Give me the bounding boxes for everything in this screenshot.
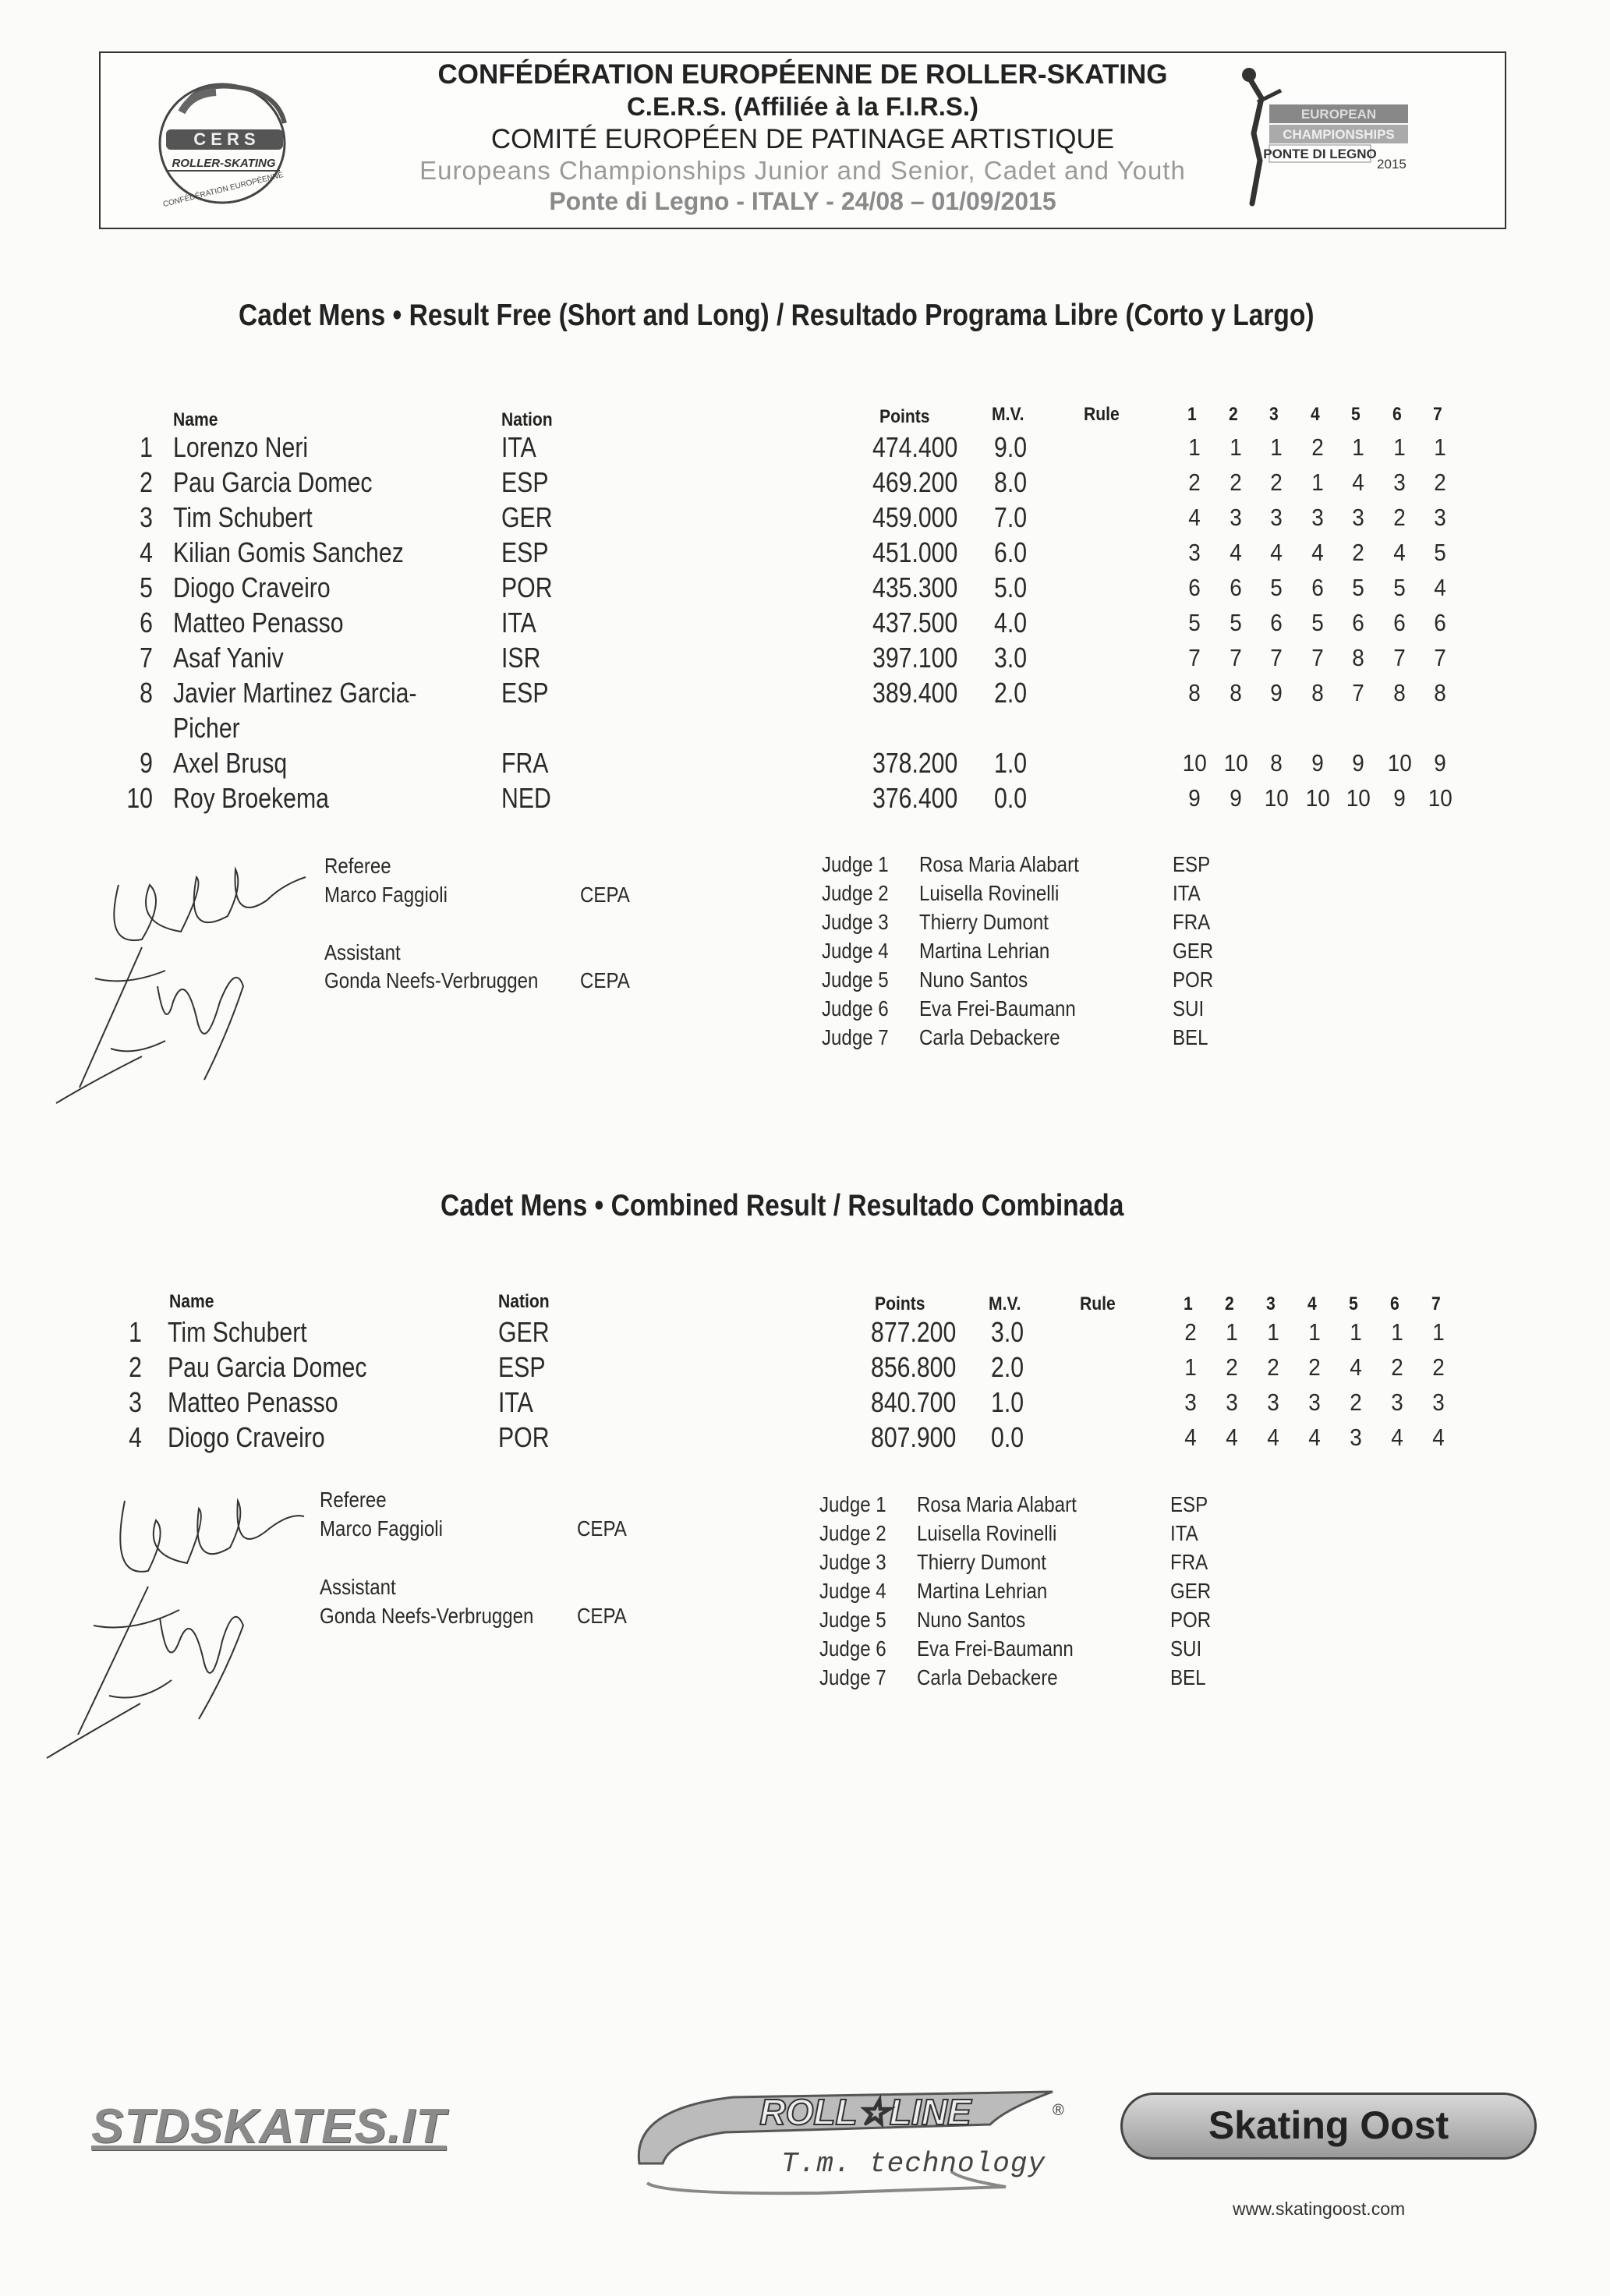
combined-referee-label: Referee — [320, 1488, 387, 1512]
mv-cell: 5.0 — [994, 571, 1028, 603]
judge-placement-cell: 6 — [1434, 609, 1446, 636]
points-cell: 435.300 — [872, 571, 958, 603]
judge-placement-cell: 5 — [1392, 574, 1406, 601]
nation-cell: ITA — [498, 1386, 533, 1418]
free-referee-label: Referee — [324, 854, 391, 878]
judge-placement-cell: 2 — [1308, 1353, 1321, 1381]
judge-placement-cell: 7 — [1229, 644, 1242, 671]
svg-text:2015: 2015 — [1377, 157, 1407, 172]
event-name: Europeans Championships Junior and Senior, Cadet and Youth — [419, 156, 1186, 185]
points-cell: 378.200 — [872, 747, 958, 779]
judge-placement-cell: 8 — [1392, 679, 1406, 706]
nation-cell: NED — [501, 782, 551, 814]
mv-cell: 0.0 — [991, 1421, 1024, 1453]
judge-name: Martina Lehrian — [919, 939, 1050, 963]
judge-placement-cell: 10 — [1346, 784, 1371, 812]
sponsor-skatingoost-logo: Skating Oost — [1120, 2093, 1537, 2160]
judge-placement-cell: 2 — [1184, 1318, 1197, 1346]
judge-placement-cell: 4 — [1391, 1424, 1403, 1451]
combined-signatures — [31, 1485, 327, 1766]
free-assistant-label: Assistant — [324, 940, 401, 964]
judge-placement-cell: 9 — [1270, 679, 1283, 706]
judge-placement-cell: 8 — [1434, 679, 1446, 706]
col-header-rule: Rule — [1084, 404, 1120, 425]
judge-placement-cell: 3 — [1352, 504, 1364, 531]
judge-placement-cell: 9 — [1311, 749, 1324, 777]
judge-column-header: 4 — [1307, 1293, 1317, 1314]
judge-placement-cell: 7 — [1311, 644, 1324, 671]
judge-nation: ESP — [1170, 1492, 1208, 1516]
skater-name: Asaf Yaniv — [173, 642, 284, 674]
free-assistant-name: Gonda Neefs-Verbruggen — [324, 968, 539, 992]
sponsor-skatingoost-url: www.skatingoost.com — [1233, 2199, 1406, 2219]
federation-abbrev: C.E.R.S. (Affiliée à la F.I.R.S.) — [626, 92, 979, 121]
combined-col-header-name: Name — [169, 1291, 214, 1312]
judge-column-header: 2 — [1228, 404, 1238, 425]
judge-placement-cell: 6 — [1352, 609, 1364, 636]
judge-placement-cell: 1 — [1311, 469, 1324, 496]
svg-text:C E R S: C E R S — [193, 129, 256, 149]
judge-placement-cell: 7 — [1270, 644, 1283, 671]
points-cell: 389.400 — [872, 677, 958, 709]
points-cell: 856.800 — [871, 1351, 957, 1383]
points-cell: 877.200 — [871, 1316, 957, 1348]
judge-placement-cell: 9 — [1188, 784, 1201, 812]
judge-column-header: 6 — [1390, 1293, 1399, 1314]
judge-placement-cell: 2 — [1188, 469, 1201, 496]
judge-placement-cell: 6 — [1229, 574, 1242, 601]
mv-cell: 3.0 — [991, 1316, 1024, 1348]
judge-placement-cell: 3 — [1229, 504, 1242, 531]
mv-cell: 4.0 — [994, 607, 1028, 639]
judge-placement-cell: 8 — [1270, 749, 1283, 777]
judge-placement-cell: 3 — [1308, 1389, 1321, 1416]
judge-placement-cell: 4 — [1392, 539, 1406, 566]
nation-cell: FRA — [501, 747, 549, 779]
judge-column-header: 4 — [1310, 404, 1320, 425]
judge-nation: SUI — [1170, 1636, 1202, 1661]
judge-nation: SUI — [1173, 996, 1205, 1021]
judge-placement-cell: 4 — [1350, 1353, 1362, 1381]
judge-placement-cell: 4 — [1308, 1424, 1321, 1451]
nation-cell: POR — [501, 571, 553, 603]
judge-label: Judge 7 — [819, 1665, 886, 1689]
points-cell: 437.500 — [872, 607, 958, 639]
judge-nation: GER — [1170, 1579, 1212, 1603]
judge-nation: ESP — [1173, 852, 1211, 876]
judge-column-header: 6 — [1392, 404, 1402, 425]
judge-placement-cell: 1 — [1229, 433, 1242, 461]
free-section-title: Cadet Mens • Result Free (Short and Long) / Resultado Programa Libre (Corto y Largo) — [239, 299, 1315, 332]
rolline-wordmark: ROLL☆LINE — [759, 2092, 971, 2132]
svg-text:CONFÉDÉRATION EUROPÉENNE: CONFÉDÉRATION EUROPÉENNE — [162, 171, 285, 207]
judge-placement-cell: 4 — [1226, 1424, 1238, 1451]
skater-name: Axel Brusq — [173, 747, 288, 779]
rank-cell: 8 — [140, 677, 153, 709]
mv-cell: 1.0 — [991, 1386, 1024, 1418]
judge-placement-cell: 10 — [1428, 784, 1453, 812]
judge-placement-cell: 3 — [1434, 504, 1446, 531]
judge-nation: ITA — [1170, 1521, 1198, 1545]
judge-placement-cell: 6 — [1392, 609, 1406, 636]
mv-cell: 6.0 — [994, 536, 1028, 568]
judge-label: Judge 7 — [822, 1025, 889, 1049]
skater-name: Javier Martinez Garcia- — [173, 677, 417, 709]
rank-cell: 1 — [129, 1316, 142, 1348]
combined-col-header-rule: Rule — [1080, 1293, 1116, 1314]
judge-placement-cell: 4 — [1311, 539, 1324, 566]
rank-cell: 2 — [140, 466, 153, 498]
judge-label: Judge 2 — [819, 1521, 886, 1545]
nation-cell: ITA — [501, 431, 536, 463]
judge-name: Carla Debackere — [917, 1665, 1058, 1689]
col-header-nation: Nation — [501, 409, 553, 430]
points-cell: 451.000 — [872, 536, 958, 568]
mv-cell: 3.0 — [994, 642, 1028, 674]
rank-cell: 10 — [126, 782, 153, 814]
judge-nation: FRA — [1170, 1550, 1208, 1574]
header-box — [99, 51, 1506, 229]
skater-name: Diogo Craveiro — [173, 571, 331, 603]
points-cell: 840.700 — [871, 1386, 957, 1418]
mv-cell: 2.0 — [994, 677, 1028, 709]
free-referee-org: CEPA — [580, 883, 630, 907]
judge-placement-cell: 2 — [1226, 1353, 1238, 1381]
combined-referee-org: CEPA — [577, 1516, 627, 1541]
judge-column-header: 1 — [1184, 1293, 1193, 1314]
rank-cell: 2 — [129, 1351, 142, 1383]
sponsor-stdskates-logo: STDSKATES.IT — [91, 2100, 447, 2153]
judge-label: Judge 2 — [822, 881, 889, 905]
judge-placement-cell: 2 — [1270, 469, 1283, 496]
judge-placement-cell: 1 — [1267, 1318, 1279, 1346]
judge-placement-cell: 5 — [1270, 574, 1283, 601]
judge-placement-cell: 3 — [1267, 1389, 1279, 1416]
judge-placement-cell: 6 — [1311, 574, 1324, 601]
skater-name: Lorenzo Neri — [173, 431, 309, 463]
judge-placement-cell: 2 — [1311, 433, 1324, 461]
combined-col-header-nation: Nation — [498, 1291, 550, 1312]
judge-placement-cell: 4 — [1352, 469, 1364, 496]
judge-column-header: 7 — [1431, 1293, 1441, 1314]
judge-placement-cell: 10 — [1264, 784, 1289, 812]
col-header-mv: M.V. — [992, 404, 1024, 425]
judge-name: Eva Frei-Baumann — [919, 996, 1076, 1021]
nation-cell: ESP — [501, 466, 549, 498]
judge-placement-cell: 7 — [1392, 644, 1406, 671]
nation-cell: GER — [501, 501, 553, 533]
judge-column-header: 3 — [1266, 1293, 1276, 1314]
nation-cell: POR — [498, 1421, 550, 1453]
judge-placement-cell: 1 — [1226, 1318, 1238, 1346]
judge-placement-cell: 3 — [1391, 1389, 1403, 1416]
judge-name: Thierry Dumont — [919, 910, 1049, 934]
logo-roller-skating-text: ROLLER-SKATING — [172, 157, 276, 170]
combined-assistant-name: Gonda Neefs-Verbruggen — [320, 1604, 534, 1628]
judge-column-header: 5 — [1351, 404, 1361, 425]
svg-text:PONTE DI LEGNO: PONTE DI LEGNO — [1263, 147, 1377, 161]
svg-text:CHAMPIONSHIPS: CHAMPIONSHIPS — [1283, 127, 1395, 142]
judge-placement-cell: 3 — [1311, 504, 1324, 531]
judge-placement-cell: 5 — [1229, 609, 1242, 636]
judge-placement-cell: 2 — [1350, 1389, 1362, 1416]
judge-nation: POR — [1173, 968, 1214, 992]
judge-placement-cell: 5 — [1311, 609, 1324, 636]
judge-placement-cell: 9 — [1352, 749, 1364, 777]
skater-name: Matteo Penasso — [173, 607, 344, 639]
judge-name: Martina Lehrian — [917, 1579, 1048, 1603]
judge-name: Thierry Dumont — [917, 1550, 1046, 1574]
judge-nation: FRA — [1173, 910, 1211, 934]
judge-placement-cell: 2 — [1267, 1353, 1279, 1381]
judge-placement-cell: 3 — [1270, 504, 1283, 531]
combined-assistant-org: CEPA — [577, 1604, 627, 1628]
judge-placement-cell: 10 — [1182, 749, 1207, 777]
judge-placement-cell: 1 — [1308, 1318, 1321, 1346]
skater-name: Matteo Penasso — [168, 1386, 338, 1418]
judge-column-header: 7 — [1433, 404, 1442, 425]
skater-name: Roy Broekema — [173, 782, 330, 814]
championship-logo — [1230, 67, 1417, 219]
judge-placement-cell: 9 — [1434, 749, 1446, 777]
judge-placement-cell: 3 — [1226, 1389, 1238, 1416]
judge-placement-cell: 4 — [1184, 1424, 1197, 1451]
rank-cell: 9 — [140, 747, 153, 779]
mv-cell: 2.0 — [991, 1351, 1024, 1383]
nation-cell: GER — [498, 1316, 550, 1348]
mv-cell: 9.0 — [994, 431, 1028, 463]
skater-name: Pau Garcia Domec — [168, 1351, 367, 1383]
judge-placement-cell: 2 — [1434, 469, 1446, 496]
judge-placement-cell: 4 — [1432, 1424, 1445, 1451]
mv-cell: 8.0 — [994, 466, 1028, 498]
judge-placement-cell: 1 — [1434, 433, 1446, 461]
judge-label: Judge 3 — [819, 1550, 886, 1574]
judge-placement-cell: 10 — [1387, 749, 1412, 777]
judge-placement-cell: 8 — [1311, 679, 1324, 706]
judge-label: Judge 4 — [822, 939, 889, 963]
judge-placement-cell: 1 — [1350, 1318, 1362, 1346]
judge-label: Judge 1 — [819, 1492, 886, 1516]
points-cell: 469.200 — [872, 466, 958, 498]
judge-placement-cell: 5 — [1188, 609, 1201, 636]
judge-placement-cell: 9 — [1229, 784, 1242, 812]
judge-placement-cell: 5 — [1352, 574, 1364, 601]
sponsor-rolline-tagline: T.m. technology — [781, 2148, 1046, 2180]
free-referee-name: Marco Faggioli — [324, 883, 448, 907]
judge-placement-cell: 7 — [1352, 679, 1364, 706]
rank-cell: 1 — [140, 431, 153, 463]
skater-name: Tim Schubert — [168, 1316, 307, 1348]
judge-label: Judge 4 — [819, 1579, 886, 1603]
cers-logo — [154, 75, 294, 211]
rank-cell: 3 — [140, 501, 153, 533]
judge-placement-cell: 3 — [1432, 1389, 1445, 1416]
combined-section-title: Cadet Mens • Combined Result / Resultado Combinada — [441, 1189, 1124, 1222]
judge-placement-cell: 3 — [1350, 1424, 1362, 1451]
combined-col-header-mv: M.V. — [989, 1293, 1021, 1314]
mv-cell: 1.0 — [994, 747, 1028, 779]
points-cell: 376.400 — [872, 782, 958, 814]
nation-cell: ESP — [501, 677, 549, 709]
judge-placement-cell: 5 — [1434, 539, 1446, 566]
judge-placement-cell: 7 — [1434, 644, 1446, 671]
judge-placement-cell: 9 — [1392, 784, 1406, 812]
skater-name-continued: Picher — [173, 712, 240, 744]
mv-cell: 7.0 — [994, 501, 1028, 533]
judge-column-header: 1 — [1187, 404, 1197, 425]
col-header-points: Points — [879, 406, 930, 427]
rank-cell: 4 — [140, 536, 153, 568]
judge-placement-cell: 4 — [1270, 539, 1283, 566]
judge-placement-cell: 1 — [1352, 433, 1364, 461]
judge-placement-cell: 8 — [1229, 679, 1242, 706]
points-cell: 397.100 — [872, 642, 958, 674]
judge-placement-cell: 3 — [1392, 469, 1406, 496]
free-signatures — [48, 854, 337, 1119]
skater-name: Pau Garcia Domec — [173, 466, 373, 498]
judge-placement-cell: 1 — [1270, 433, 1283, 461]
nation-cell: ITA — [501, 607, 536, 639]
judge-label: Judge 5 — [822, 968, 889, 992]
judge-label: Judge 3 — [822, 910, 889, 934]
judge-placement-cell: 4 — [1188, 504, 1201, 531]
combined-referee-name: Marco Faggioli — [320, 1516, 443, 1541]
combined-assistant-label: Assistant — [320, 1575, 396, 1599]
judge-nation: POR — [1170, 1608, 1212, 1632]
col-header-name: Name — [173, 409, 218, 430]
federation-name: CONFÉDÉRATION EUROPÉENNE DE ROLLER-SKATING — [437, 59, 1168, 90]
mv-cell: 0.0 — [994, 782, 1028, 814]
skater-name: Kilian Gomis Sanchez — [173, 536, 404, 568]
judge-placement-cell: 10 — [1223, 749, 1248, 777]
judge-label: Judge 6 — [819, 1636, 886, 1661]
points-cell: 459.000 — [872, 501, 958, 533]
judge-placement-cell: 2 — [1392, 504, 1406, 531]
committee-name: COMITÉ EUROPÉEN DE PATINAGE ARTISTIQUE — [490, 124, 1115, 154]
rank-cell: 4 — [129, 1421, 142, 1453]
judge-placement-cell: 1 — [1432, 1318, 1445, 1346]
nation-cell: ESP — [498, 1351, 546, 1383]
judge-placement-cell: 2 — [1352, 539, 1364, 566]
judge-column-header: 3 — [1269, 404, 1279, 425]
event-location-dates: Ponte di Legno - ITALY - 24/08 – 01/09/2015 — [549, 187, 1056, 215]
rank-cell: 7 — [140, 642, 153, 674]
judge-name: Nuno Santos — [917, 1608, 1026, 1632]
judge-placement-cell: 2 — [1432, 1353, 1445, 1381]
judge-placement-cell: 1 — [1391, 1318, 1403, 1346]
judge-column-header: 2 — [1225, 1293, 1234, 1314]
judge-placement-cell: 1 — [1392, 433, 1406, 461]
judge-placement-cell: 6 — [1188, 574, 1201, 601]
judge-name: Rosa Maria Alabart — [917, 1492, 1077, 1516]
judge-name: Rosa Maria Alabart — [919, 852, 1079, 876]
judge-placement-cell: 10 — [1305, 784, 1330, 812]
judge-name: Carla Debackere — [919, 1025, 1060, 1049]
rank-cell: 5 — [140, 571, 153, 603]
points-cell: 807.900 — [871, 1421, 957, 1453]
judge-placement-cell: 3 — [1184, 1389, 1197, 1416]
skater-name: Tim Schubert — [173, 501, 313, 533]
judge-placement-cell: 4 — [1267, 1424, 1279, 1451]
judge-nation: ITA — [1173, 881, 1201, 905]
judge-nation: BEL — [1170, 1665, 1206, 1689]
rank-cell: 3 — [129, 1386, 142, 1418]
rank-cell: 6 — [140, 607, 153, 639]
svg-text:EUROPEAN: EUROPEAN — [1300, 107, 1377, 122]
nation-cell: ISR — [501, 642, 541, 674]
judge-placement-cell: 1 — [1184, 1353, 1197, 1381]
judge-name: Nuno Santos — [919, 968, 1028, 992]
judge-label: Judge 1 — [822, 852, 889, 876]
judge-placement-cell: 2 — [1391, 1353, 1403, 1381]
judge-label: Judge 5 — [819, 1608, 886, 1632]
svg-text:®: ® — [1053, 2102, 1064, 2119]
judge-column-header: 5 — [1349, 1293, 1358, 1314]
judge-placement-cell: 6 — [1270, 609, 1283, 636]
judge-placement-cell: 4 — [1434, 574, 1446, 601]
judge-placement-cell: 8 — [1188, 679, 1201, 706]
judge-placement-cell: 3 — [1188, 539, 1201, 566]
free-assistant-org: CEPA — [580, 968, 630, 992]
judge-placement-cell: 7 — [1188, 644, 1201, 671]
judge-label: Judge 6 — [822, 996, 889, 1021]
nation-cell: ESP — [501, 536, 549, 568]
judge-placement-cell: 1 — [1188, 433, 1201, 461]
judge-name: Luisella Rovinelli — [919, 881, 1060, 905]
judge-placement-cell: 2 — [1229, 469, 1242, 496]
judge-nation: GER — [1173, 939, 1214, 963]
sponsor-rolline-logo — [616, 2078, 1084, 2206]
skater-name: Diogo Craveiro — [168, 1421, 325, 1453]
judge-name: Luisella Rovinelli — [917, 1521, 1057, 1545]
judge-name: Eva Frei-Baumann — [917, 1636, 1074, 1661]
points-cell: 474.400 — [872, 431, 958, 463]
judge-nation: BEL — [1173, 1025, 1208, 1049]
judge-placement-cell: 8 — [1352, 644, 1364, 671]
judge-placement-cell: 4 — [1229, 539, 1242, 566]
combined-col-header-points: Points — [875, 1293, 925, 1314]
